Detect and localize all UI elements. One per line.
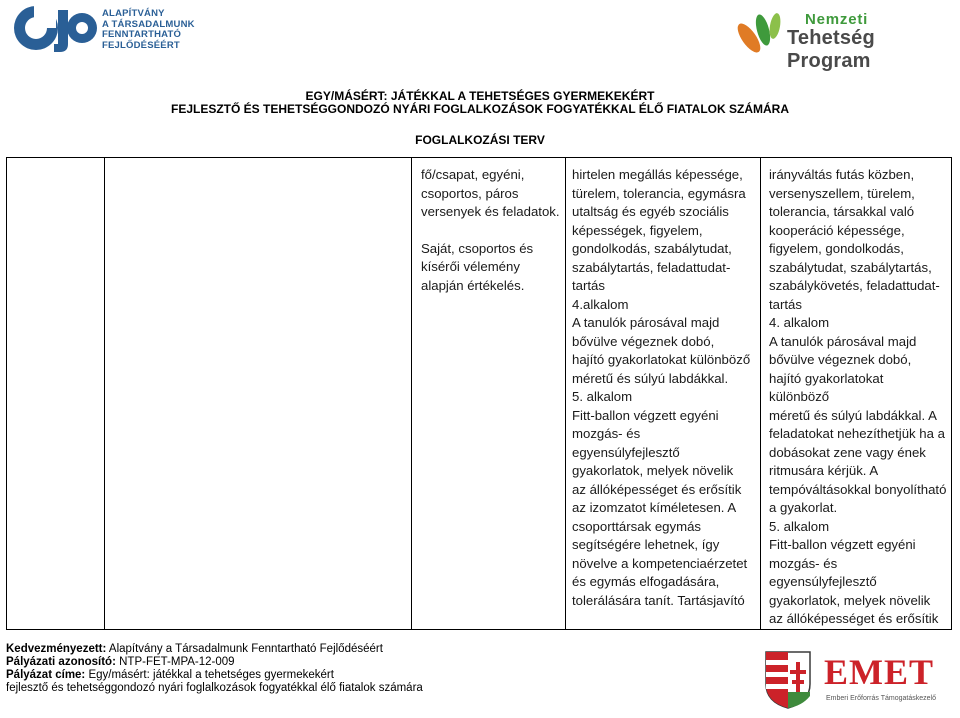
table-cell-empty-1 [7, 158, 105, 630]
footer-value: Egy/másért: játékkal a tehetséges gyermekekért [85, 669, 334, 681]
text-line: feladatokat nehezíthetjük ha a [769, 426, 945, 441]
text-line: csoporttársak egymás [572, 518, 701, 534]
footer-label: Pályázati azonosító: [6, 656, 116, 668]
text-line: hajító gyakorlatokat különböző [769, 370, 884, 404]
text-line: szabálykövetés, feladattudat- [769, 278, 940, 293]
text-line: A tanulók párosával majd [572, 315, 720, 330]
logo-line-4: FEJLŐDÉSÉÉRT [102, 39, 180, 51]
text-line: hirtelen megállás képessége, [572, 167, 743, 182]
footer-beneficiary [6, 643, 423, 656]
text-line: versenyek és feladatok. [421, 204, 560, 219]
text-line: az állóképességet és erősítik [572, 481, 742, 497]
text-line: 5. alkalom [572, 389, 633, 404]
logo-nemzeti: Nemzeti [805, 11, 869, 28]
text-line: mozgás- és [769, 555, 838, 571]
footer-application-title [6, 669, 423, 682]
lesson-plan-table [6, 157, 952, 630]
text-line: csoportos, páros [421, 185, 519, 201]
footer-label: Pályázat címe: [6, 669, 86, 681]
text-line: egyensúlyfejlesztő [769, 574, 877, 589]
text-line: hajító gyakorlatokat különböző [572, 352, 751, 367]
logo-line-3: FENNTARTHATÓ [102, 29, 182, 40]
plan-title: FOGLALKOZÁSI TERV [415, 133, 545, 147]
text-line: alapján értékelés. [421, 277, 525, 293]
text-line: mozgás- és [572, 426, 641, 441]
text-line: kísérői vélemény [421, 259, 520, 274]
text-line: Fitt-ballon végzett egyéni [769, 537, 916, 552]
text-line: 4.alkalom [572, 296, 629, 312]
foundation-logo [10, 4, 210, 56]
text-line: a gyakorlat. [769, 500, 838, 515]
text-line: méretű és súlyú labdákkal. [572, 370, 729, 386]
text-line: gyakorlatok, melyek növelik [572, 463, 734, 478]
text-line: 5. alkalom [769, 518, 830, 534]
table-row [7, 158, 952, 630]
text-line: bővülve végeznek dobó, [769, 352, 912, 367]
text-line: egyensúlyfejlesztő [572, 444, 680, 460]
footer-application-id [6, 656, 423, 669]
text-line: A tanulók párosával majd [769, 333, 917, 349]
text-line: Fitt-ballon végzett egyéni [572, 407, 719, 423]
text-line: tolerancia, társakkal való [769, 204, 915, 219]
header-line-2: FEJLESZTŐ ÉS TEHETSÉGGONDOZÓ NYÁRI FOGLALKOZÁSOK FOGYATÉKKAL ÉLŐ FIATALOK SZÁMÁRA [170, 102, 789, 116]
table-cell-competencies [761, 158, 952, 630]
emet-wordmark: EMET [824, 652, 935, 692]
emet-logo [752, 648, 950, 712]
text-line: szabálytudat, szabálytartás, [769, 259, 932, 275]
text-line: tolerálására tanít. Tartásjavító [572, 592, 745, 608]
table-cell-empty-2 [105, 158, 412, 630]
text-line: fő/csapat, egyéni, [421, 167, 525, 182]
emet-subtitle: Emberi Erőforrás Támogatáskezelő [826, 695, 936, 702]
text-line: segítségére lehetnek, így [572, 537, 720, 552]
text-line: dobásokat zene vagy ének [769, 444, 926, 460]
text-line: gondolkodás, szabálytudat, [572, 241, 732, 256]
text-line: utaltság és egyéb szociális [572, 204, 729, 219]
footer-value: NTP-FET-MPA-12-009 [115, 656, 235, 668]
text-line: gyakorlatok, melyek növelik [769, 592, 931, 608]
text-line: szabálytartás, feladattudat- [572, 259, 731, 275]
document-header [0, 90, 960, 116]
text-line: képességek, figyelem, [572, 222, 703, 238]
logo-tehetseg-program: Tehetség Program [787, 27, 875, 72]
logo-line-1: ALAPÍTVÁNY [102, 8, 165, 19]
text-line: bővülve végeznek dobó, [572, 333, 715, 349]
text-line: méretű és súlyú labdákkal. A [769, 407, 937, 423]
text-line: versenyszellem, türelem, [769, 185, 915, 201]
header-line-1: EGY/MÁSÉRT: JÁTÉKKAL A TEHETSÉGES GYERMEKEKÉRT [305, 89, 655, 103]
text-line: tartás [572, 278, 605, 293]
logo-line-2: A TÁRSADALMUNK [102, 18, 195, 30]
text-line: növelve a kompetenciaérzetet [572, 555, 748, 571]
footer-subtitle: fejlesztő és tehetséggondozó nyári foglalkozások fogyatékkal élő fiatalok számára [6, 682, 423, 694]
text-line: tempóváltásokkal bonyolítható [769, 481, 947, 497]
text-line: kooperáció képessége, [769, 222, 905, 238]
text-line: irányváltás futás közben, [769, 167, 915, 182]
text-line: Saját, csoportos és [421, 240, 534, 256]
document-footer [6, 643, 423, 695]
footer-label: Kedvezményezett: [6, 643, 107, 655]
text-line: tartás [769, 296, 802, 312]
text-line: figyelem, gondolkodás, [769, 241, 904, 256]
text-line: az izomzatot kíméletesen. A [572, 500, 737, 515]
text-line: türelem, tolerancia, egymásra [572, 185, 746, 201]
nemzeti-tehetseg-program-logo [735, 8, 950, 72]
footer-value: Alapítvány a Társadalmunk Fenntartható Fejlődéséért [106, 643, 383, 655]
text-line: és egymás elfogadására, [572, 574, 720, 589]
text-line: ritmusára kérjük. A [769, 463, 879, 478]
table-cell-methods [412, 158, 566, 630]
table-cell-activities [566, 158, 761, 630]
text-line: az állóképességet és erősítik [769, 611, 939, 626]
text-line: 4. alkalom [769, 315, 830, 330]
